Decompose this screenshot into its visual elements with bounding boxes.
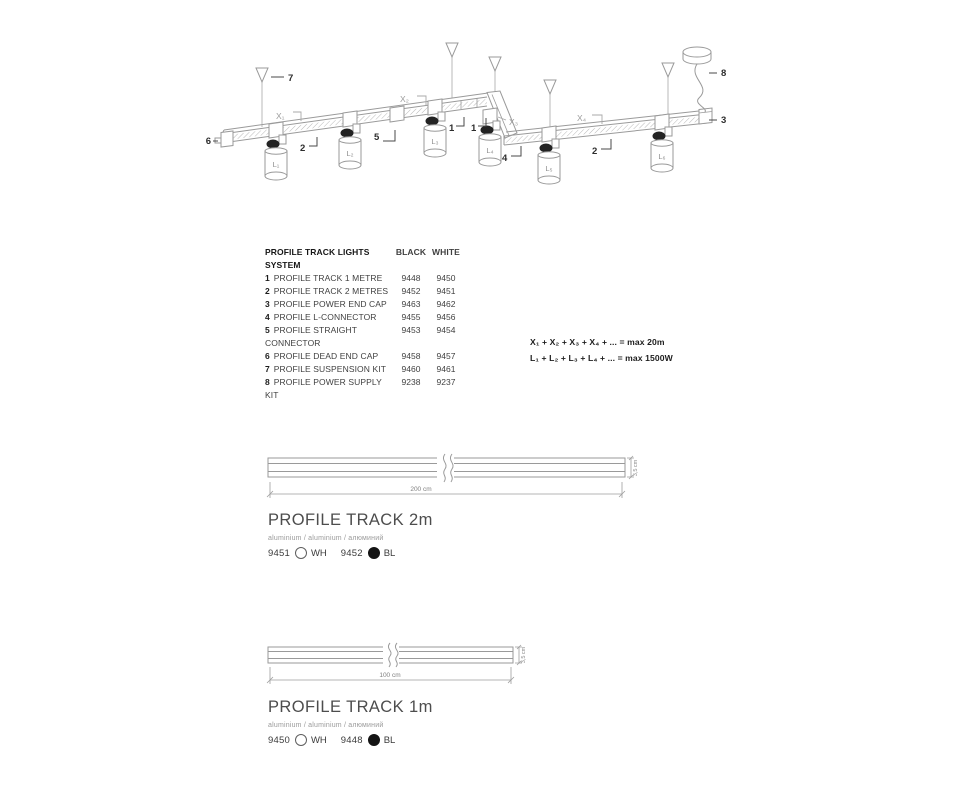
track-2m-drawing [267, 454, 639, 498]
system-limits [530, 335, 673, 366]
black-variant-code: 9452 [340, 547, 363, 559]
track-1m-drawing [267, 643, 527, 684]
table-row [265, 272, 475, 285]
white-code: 9462 [436, 299, 456, 309]
white-code: 9454 [436, 325, 456, 335]
x2-label: X₂ [400, 94, 409, 104]
dead-end-cap [215, 131, 233, 147]
table-row [265, 285, 475, 298]
suspension-cones [256, 43, 674, 94]
white-color-dot-icon [295, 547, 307, 559]
max-power-formula: L₁ + L₂ + L₃ + L₄ + ... = max 1500W [530, 352, 673, 363]
table-row [265, 311, 475, 324]
white-code: 9456 [436, 312, 456, 322]
row-number: 1 [265, 273, 270, 283]
column-header-black: BLACK [395, 247, 427, 257]
white-code: 9457 [436, 351, 456, 361]
black-variant-code: 9448 [340, 734, 363, 746]
white-code: 9461 [436, 364, 456, 374]
product-name: PROFILE SUSPENSION KIT [273, 364, 386, 374]
row-number: 6 [265, 351, 270, 361]
row-number: 7 [265, 364, 270, 374]
track-1m-codes [268, 734, 395, 746]
power-cable [695, 64, 705, 112]
black-code: 9458 [401, 351, 421, 361]
callout-8: 8 [721, 68, 727, 79]
table-row [265, 298, 475, 311]
power-supply-kit [683, 47, 711, 112]
l5-label: L₅ [545, 164, 553, 173]
black-color-dot-icon [368, 547, 380, 559]
callout-1a: 1 [449, 123, 455, 134]
track-2m-title: PROFILE TRACK 2m [268, 511, 433, 529]
height-dim-label: 3,5 cm [633, 459, 639, 477]
track-segment-right [504, 110, 708, 145]
callout-4: 4 [502, 153, 508, 164]
length-dimension [267, 482, 625, 498]
table-row [265, 350, 475, 363]
black-code: 9448 [401, 273, 421, 283]
length-dim-label: 200 cm [410, 486, 432, 493]
white-code: 9451 [436, 286, 456, 296]
suspension-cone-icon [662, 63, 674, 77]
black-code: 9455 [401, 312, 421, 322]
black-variant-label: BL [383, 734, 396, 746]
x1-label: X₁ [276, 111, 285, 121]
callout-3: 3 [721, 115, 727, 126]
table-header-row [265, 246, 475, 272]
x4-label: X₄ [577, 113, 587, 123]
suspension-cone-icon [489, 57, 501, 71]
product-name: PROFILE STRAIGHT CONNECTOR [265, 325, 357, 348]
product-table [265, 246, 475, 402]
callout-7: 7 [288, 73, 294, 84]
black-variant-label: BL [383, 547, 396, 559]
lamp-labels [273, 137, 666, 173]
max-length-formula: X₁ + X₂ + X₃ + X₄ + ... = max 20m [530, 337, 665, 347]
track-2m-codes [268, 547, 395, 559]
table-row [265, 324, 475, 350]
column-header-white: WHITE [432, 247, 460, 257]
row-number: 5 [265, 325, 270, 335]
black-code: 9238 [401, 377, 421, 387]
white-code: 9237 [436, 377, 456, 387]
white-code: 9450 [436, 273, 456, 283]
length-dim-label: 100 cm [379, 672, 401, 679]
black-code: 9452 [401, 286, 421, 296]
l1-label: L₁ [272, 160, 280, 169]
table-row [265, 376, 475, 402]
white-variant-label: WH [310, 734, 327, 746]
l4-label: L₄ [486, 146, 494, 155]
track-1m-materials: aluminium / aluminium / алюминий [268, 722, 384, 729]
callout-5: 5 [374, 132, 380, 143]
product-name: PROFILE TRACK 1 METRE [273, 273, 383, 283]
callout-1b: 1 [471, 123, 477, 134]
black-code: 9453 [401, 325, 421, 335]
height-dim-label: 3,5 cm [521, 646, 527, 664]
product-name: PROFILE L-CONNECTOR [273, 312, 377, 322]
row-number: 2 [265, 286, 270, 296]
black-color-dot-icon [368, 734, 380, 746]
l6-label: L₆ [658, 152, 666, 161]
suspension-wires [262, 57, 668, 128]
callout-6: 6 [205, 136, 211, 147]
black-code: 9460 [401, 364, 421, 374]
row-number: 4 [265, 312, 270, 322]
white-variant-label: WH [310, 547, 327, 559]
callout-2a: 2 [300, 143, 306, 154]
x3-label: X₃ [509, 117, 519, 127]
white-color-dot-icon [295, 734, 307, 746]
black-code: 9463 [401, 299, 421, 309]
product-name: PROFILE POWER SUPPLY KIT [265, 377, 382, 400]
system-illustration [206, 43, 727, 184]
l3-label: L₃ [431, 137, 439, 146]
callout-2b: 2 [592, 146, 598, 157]
product-name: PROFILE POWER END CAP [273, 299, 387, 309]
white-variant-code: 9450 [268, 734, 290, 746]
product-name: PROFILE TRACK 2 METRES [273, 286, 389, 296]
row-number: 8 [265, 377, 270, 387]
table-title: PROFILE TRACK LIGHTS SYSTEM [265, 247, 370, 270]
table-row [265, 363, 475, 376]
track-2m-materials: aluminium / aluminium / алюминий [268, 535, 384, 542]
suspension-cone-icon [256, 68, 268, 82]
track-1m-title: PROFILE TRACK 1m [268, 698, 433, 716]
suspension-cone-icon [446, 43, 458, 57]
white-variant-code: 9451 [268, 547, 290, 559]
row-number: 3 [265, 299, 270, 309]
straight-connector [390, 106, 404, 122]
l2-label: L₂ [346, 149, 354, 158]
callout-leaders [213, 73, 717, 156]
product-name: PROFILE DEAD END CAP [273, 351, 379, 361]
suspension-cone-icon [544, 80, 556, 94]
